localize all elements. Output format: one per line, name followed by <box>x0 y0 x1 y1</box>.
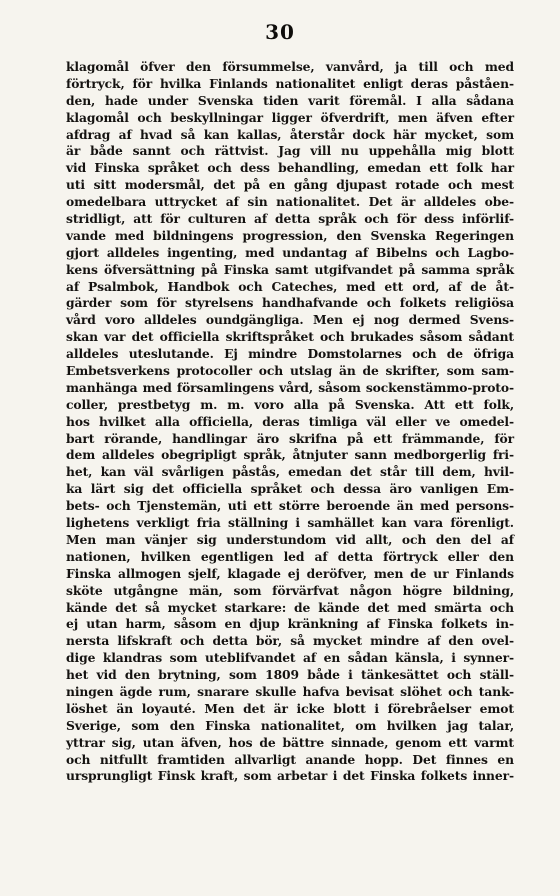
text-line: yttrar sig, utan äfven, hos de bättre sinnade, genom ett varmt <box>66 734 514 750</box>
text-line: het, kan väl svårligen påstås, emedan det står till dem, hvil- <box>66 464 514 480</box>
text-line: lighetens verkligt fria ställning i samhället kan vara förenligt. <box>66 515 514 531</box>
text-line: uti sitt modersmål, det på en gång djupast rotade och mest <box>66 177 514 193</box>
text-line: dem alldeles obegripligt språk, åtnjuter sann medborgerlig fri- <box>66 447 514 463</box>
text-line: löshet än loyauté. Men det är icke blott i förebråelser emot <box>66 700 514 716</box>
text-line: och nitfullt framtiden allvarligt anande hopp. Det finnes en <box>66 751 514 767</box>
text-line: vid Finska språket och dess behandling, emedan ett folk har <box>66 160 514 176</box>
text-line: Embetsverkens protocoller och utslag än de skrifter, som sam- <box>66 363 514 379</box>
text-line: alldeles uteslutande. Ej mindre Domstolarnes och de öfriga <box>66 346 514 362</box>
text-line: nersta lifskraft och detta bör, så mycket mindre af den ovel- <box>66 633 514 649</box>
text-line: den, hade under Svenska tiden varit föremål. I alla sådana <box>66 92 514 108</box>
text-line: af Psalmbok, Handbok och Cateches, med ett ord, af de åt- <box>66 278 514 294</box>
text-line: manhänga med församlingens vård, såsom sockenstämmo-proto- <box>66 379 514 395</box>
text-line: nationen, hvilken egentligen led af detta förtryck eller den <box>66 548 514 564</box>
text-line: skan var det officiella skriftspråket och brukades såsom sådant <box>66 329 514 345</box>
text-line: dige klandras som uteblifvandet af en sådan känsla, i synner- <box>66 650 514 666</box>
text-line: gärder som för styrelsens handhafvande och folkets religiösa <box>66 295 514 311</box>
text-line: bart rörande, handlingar äro skrifna på ett främmande, för <box>66 430 514 446</box>
page-number: 30 <box>265 20 295 44</box>
text-line: coller, prestbetyg m. m. voro alla på Svenska. Att ett folk, <box>66 396 514 412</box>
text-line: Men man vänjer sig understundom vid allt, och den del af <box>66 531 514 547</box>
text-line: gjort alldeles ingenting, med undantag af Bibelns och Lagbo- <box>66 244 514 260</box>
body-text <box>66 59 514 785</box>
text-line: stridligt, att för culturen af detta språk och för dess införlif- <box>66 211 514 227</box>
text-line: bets- och Tjenstemän, uti ett större beroende än med persons- <box>66 498 514 514</box>
text-line: hos hvilket alla officiella, deras timliga väl eller ve omedel- <box>66 413 514 429</box>
text-line: vård voro alldeles oundgängliga. Men ej nog dermed Svens- <box>66 312 514 328</box>
text-line: förtryck, för hvilka Finlands nationalitet enligt deras påståen- <box>66 75 514 91</box>
text-line: kände det så mycket starkare: de kände det med smärta och <box>66 599 514 615</box>
text-line: ej utan harm, såsom en djup kränkning af Finska folkets in- <box>66 616 514 632</box>
text-line: het vid den brytning, som 1809 både i tänkesättet och ställ- <box>66 667 514 683</box>
text-line: kens öfversättning på Finska samt utgifvandet på samma språk <box>66 261 514 277</box>
text-line: ursprungligt Finsk kraft, som arbetar i det Finska folkets inner- <box>66 768 514 784</box>
text-line: afdrag af hvad så kan kallas, återstår dock här mycket, som <box>66 126 514 142</box>
text-line: vande med bildningens progression, den Svenska Regeringen <box>66 227 514 243</box>
text-line: ningen ägde rum, snarare skulle hafva bevisat slöhet och tank- <box>66 683 514 699</box>
text-line: omedelbara uttrycket af sin nationalitet. Det är alldeles obe- <box>66 194 514 210</box>
text-line: Sverige, som den Finska nationalitet, om hvilken jag talar, <box>66 717 514 733</box>
text-line: ka lärt sig det officiella språket och dessa äro vanligen Em- <box>66 481 514 497</box>
text-line: är både sannt och rättvist. Jag vill nu uppehålla mig blott <box>66 143 514 159</box>
text-line: sköte utgångne män, som förvärfvat någon högre bildning, <box>66 582 514 598</box>
text-line: klagomål och beskyllningar ligger öfverdrift, men äfven efter <box>66 109 514 125</box>
text-line: klagomål öfver den försummelse, vanvård, ja till och med <box>66 59 514 74</box>
text-line: Finska allmogen sjelf, klagade ej deröfver, men de ur Finlands <box>66 565 514 581</box>
